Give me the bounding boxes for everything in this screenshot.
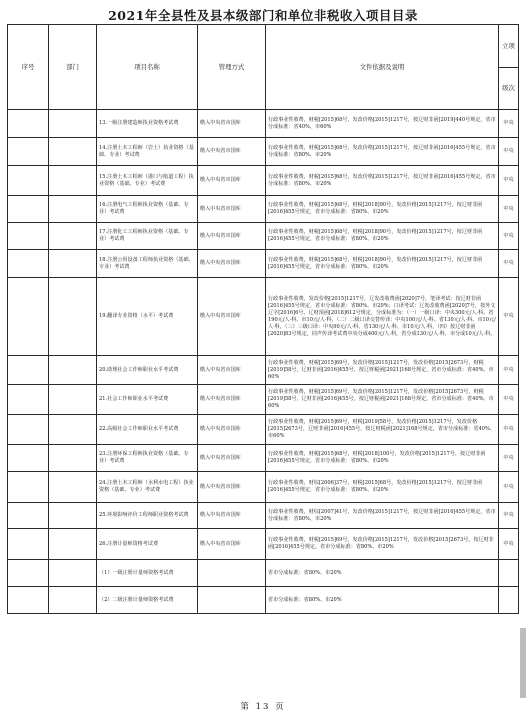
cell-item-name: 23.注册环保工程师执业资格（基础、专业）考试费 (97, 445, 198, 472)
cell-mgmt: 缴入中央省市国库 (198, 166, 266, 196)
cell-level: 中央 (499, 166, 519, 196)
table-row (8, 385, 519, 415)
cell-dept (49, 223, 97, 250)
cell-item-name: 18.注册公用设备工程师执业资格（基础、专业）考试费 (97, 250, 198, 278)
page-title: 2021年全县性及县本级部门和单位非税收入项目目录 (108, 8, 418, 23)
cell-mgmt: 缴入中央省市国库 (198, 250, 266, 278)
cell-level: 中央 (499, 415, 519, 445)
cell-item-name: （2）二级注册计量师资格考试费 (97, 587, 198, 614)
table-row (8, 560, 519, 587)
cell-seq (8, 196, 49, 223)
cell-basis: 行政事业性收费，财税[2015]68号，财税[2018]90号，发改价格[2015]1217号，按辽财非函[2016]455号规定，省市分成标准：省80%、市20% (266, 250, 499, 278)
cell-level: 中央 (499, 138, 519, 166)
cell-mgmt: 缴入中央省市国库 (198, 223, 266, 250)
header-item: 项目名称 (97, 25, 198, 110)
table-row (8, 166, 519, 196)
cell-level: 中央 (499, 278, 519, 356)
cell-item-name: 21.社会工作师职业水平考试费 (97, 385, 198, 415)
cell-mgmt: 缴入中央省市国库 (198, 356, 266, 385)
cell-mgmt: 缴入中央省市国库 (198, 138, 266, 166)
table-row (8, 587, 519, 614)
cell-seq (8, 223, 49, 250)
cell-level: 中央 (499, 503, 519, 529)
cell-item-name: 13.一级注册建造师执业资格考试费 (97, 110, 198, 138)
cell-item-name: 14.注册土木工程师（岩土）执业资格（基础、专业）考试费 (97, 138, 198, 166)
header-level-top: 立项 (499, 25, 519, 68)
cell-level: 中央 (499, 196, 519, 223)
header-seq: 序号 (8, 25, 49, 110)
header-mgmt: 管理方式 (198, 25, 266, 110)
cell-basis: 行政事业性收费，财税[2015]68号，财税[2018]100号，发改价格[2015]1217号，按辽财非函[2016]455号规定，省市分成标准：省80%、市20% (266, 445, 499, 472)
cell-dept (49, 415, 97, 445)
cell-mgmt (198, 560, 266, 587)
cell-dept (49, 166, 97, 196)
cell-basis: 行政事业性收费，财税[2015]69号，发改价格[2015]1217号，发改价格[2015]2673号，财税[2019]58号，辽财非函[2016]455号，按辽财税函[2021]168号规定，省市分成标准：省40%、市60% (266, 385, 499, 415)
cell-dept (49, 503, 97, 529)
cell-item-name: 15.注册土木工程师（港口与航道工程）执业资格（基础、专业）考试费 (97, 166, 198, 196)
cell-mgmt: 缴入中央省市国库 (198, 445, 266, 472)
cell-mgmt: 缴入中央省市国库 (198, 472, 266, 503)
cell-mgmt: 缴入中央省市国库 (198, 196, 266, 223)
cell-seq (8, 385, 49, 415)
cell-dept (49, 278, 97, 356)
cell-mgmt (198, 587, 266, 614)
cell-basis: 行政事业性收费，财税[2015]69号，财税[2019]58号，发改价格[2015]1217号，发改价格[2015]2673号，辽财非函[2016]455号，按辽财税函[2021]168号规定，省市分成标准：省40%、市60% (266, 415, 499, 445)
table-row (8, 503, 519, 529)
cell-dept (49, 560, 97, 587)
header-level-bottom: 级次 (499, 68, 519, 110)
cell-level (499, 587, 519, 614)
fee-catalog-table (7, 24, 519, 614)
cell-dept (49, 445, 97, 472)
table-row (8, 529, 519, 560)
cell-item-name: 24.注册土木工程师（水利水电工程）执业资格（基础、专业）考试费 (97, 472, 198, 503)
cell-basis: 行政事业性收费，财税[2015]68号，财税[2018]90号，发改价格[2015]1217号，按辽财非函[2016]455号规定，省市分成标准：省80%、市20% (266, 223, 499, 250)
cell-seq (8, 138, 49, 166)
cell-basis: 省市分成标准：省80%、市20% (266, 560, 499, 587)
cell-dept (49, 587, 97, 614)
cell-dept (49, 472, 97, 503)
header-dept: 部门 (49, 25, 97, 110)
table-row (8, 138, 519, 166)
cell-mgmt: 缴入中央省市国库 (198, 529, 266, 560)
cell-seq (8, 445, 49, 472)
cell-item-name: 20.助理社会工作师职业水平考试费 (97, 356, 198, 385)
cell-level (499, 560, 519, 587)
table-row (8, 472, 519, 503)
cell-seq (8, 415, 49, 445)
cell-basis: 行政事业性收费，发改价格[2015]1217号，辽发改收费函[2020]7号，笔译考试：按辽财非函[2016]455号规定，省市分成标准：省80%、市20%；口译考试：辽发改收费函[2020]7号，按外文辽字[2016]6号、辽财预函[2018]612号规定，分成标准为：（一）一级口译：中央300元/人·科、省190元/人·科、市10元/人·科，（二）二级口译交替传译：中央100元/人·科、省130元/人·科、市10元/人·科，（三）三级口译：中央90元/人·科、省130元/人·科、市10元/人·科，（四）按辽财非函[2020]83号规定，同声传译考试费中央分成400元/人·科，省分成130元/人·科，市分成10元/人·科。 (266, 278, 499, 356)
cell-basis: 行政事业性收费，财税[2015]68号，财税[2018]90号，发改价格[2015]1217号，按辽财非函[2016]455号规定，省市分成标准：省80%、市20% (266, 196, 499, 223)
cell-level: 中央 (499, 445, 519, 472)
cell-dept (49, 250, 97, 278)
table-row (8, 110, 519, 138)
cell-basis: 行政事业性收费，财税[2015]68号，发改价格[2015]1217号，按辽财非函[2016]455号规定，省市分成标准：省80%、市20% (266, 166, 499, 196)
cell-level: 中央 (499, 223, 519, 250)
cell-basis: 行政事业性收费，财税[2015]69号，发改价格[2015]1217号，发改价格[2015]2673号，按辽财非函[2016]455号规定，省市分成标准：省80%、市20% (266, 529, 499, 560)
table-row (8, 356, 519, 385)
table-row (8, 445, 519, 472)
header-basis: 文件依据及说明 (266, 25, 499, 110)
cell-basis: 行政事业性收费，财综[2007]41号，发改价格[2015]1217号，按辽财非函[2016]455号规定，省市分成标准：省80%、市20% (266, 503, 499, 529)
cell-level: 中央 (499, 356, 519, 385)
page-edge-tab (520, 628, 526, 698)
cell-level: 中央 (499, 110, 519, 138)
cell-item-name: 25.环境影响评价工程师职业资格考试费 (97, 503, 198, 529)
cell-seq (8, 356, 49, 385)
cell-item-name: 22.高级社会工作师职业水平考试费 (97, 415, 198, 445)
cell-item-name: （1）一级注册计量师资格考试费 (97, 560, 198, 587)
cell-mgmt: 缴入中央省市国库 (198, 415, 266, 445)
table-row (8, 250, 519, 278)
cell-seq (8, 110, 49, 138)
cell-basis: 行政事业性收费，财综[2006]37号，财税[2015]68号，发改价格[2015]1217号，按辽财非函[2016]455号规定，省市分成标准：省80%、市20% (266, 472, 499, 503)
cell-level: 中央 (499, 385, 519, 415)
cell-dept (49, 138, 97, 166)
cell-level: 中央 (499, 472, 519, 503)
cell-seq (8, 250, 49, 278)
cell-item-name: 16.注册电气工程师执业资格（基础、专业）考试费 (97, 196, 198, 223)
cell-dept (49, 110, 97, 138)
cell-basis: 行政事业性收费，财税[2015]68号，发改价格[2015]1217号，按辽财非函[2016]455号规定，省市分成标准：省80%、市20% (266, 138, 499, 166)
cell-seq (8, 278, 49, 356)
table-row (8, 415, 519, 445)
cell-mgmt: 缴入中央省市国库 (198, 385, 266, 415)
cell-seq (8, 472, 49, 503)
cell-seq (8, 503, 49, 529)
cell-item-name: 17.注册化工工程师执业资格（基础、专业）考试费 (97, 223, 198, 250)
cell-seq (8, 587, 49, 614)
cell-mgmt: 缴入中央省市国库 (198, 110, 266, 138)
cell-basis: 省市分成标准：省80%、市20% (266, 587, 499, 614)
cell-mgmt: 缴入中央省市国库 (198, 503, 266, 529)
cell-item-name: 26.注册计量师资格考试费 (97, 529, 198, 560)
table-row (8, 223, 519, 250)
cell-seq (8, 166, 49, 196)
cell-seq (8, 529, 49, 560)
cell-dept (49, 196, 97, 223)
table-row (8, 196, 519, 223)
cell-basis: 行政事业性收费，财税[2015]69号，发改价格[2015]1217号，发改价格[2015]2673号，财税[2019]58号，辽财非函[2016]455号，按辽财税函[2021]168号规定，省市分成标准：省40%、市60% (266, 356, 499, 385)
page-number: 第 13 页 (240, 702, 286, 712)
cell-level: 中央 (499, 250, 519, 278)
cell-item-name: 19.翻译专业资格（水平）考试费 (97, 278, 198, 356)
cell-dept (49, 356, 97, 385)
cell-dept (49, 529, 97, 560)
cell-basis: 行政事业性收费，财税[2015]68号，发改价格[2015]1217号，按辽财非函[2019]440号规定，省市分成标准：省40%、市60% (266, 110, 499, 138)
table-body (8, 110, 519, 614)
cell-dept (49, 385, 97, 415)
table-row (8, 278, 519, 356)
cell-mgmt: 缴入中央省市国库 (198, 278, 266, 356)
header-row-top (8, 25, 519, 68)
cell-seq (8, 560, 49, 587)
cell-level: 中央 (499, 529, 519, 560)
